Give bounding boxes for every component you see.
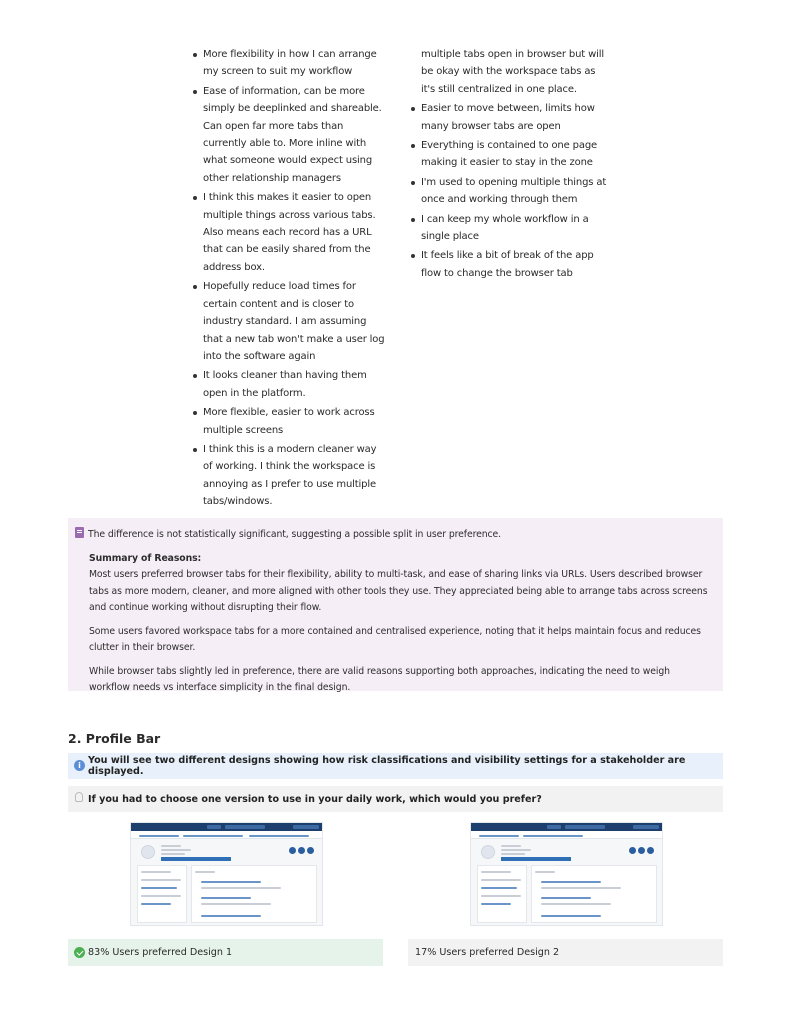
- list-item-line: open in the platform.: [203, 387, 306, 399]
- design-2-result: [408, 939, 723, 966]
- design-1-result-text: 83% Users preferred Design 1: [88, 947, 233, 958]
- question-text: If you had to choose one version to use in your daily work, which would you prefer?: [88, 793, 542, 805]
- list-item-line: it's still centralized in one place.: [421, 83, 577, 95]
- design-1-result: [68, 939, 383, 966]
- list-item-line: be okay with the workspace tabs as: [421, 66, 596, 78]
- list-item-line: that a new tab won't make a user log: [203, 333, 385, 345]
- list-item-line: flow to change the browser tab: [421, 267, 573, 279]
- list-item: [408, 247, 608, 282]
- right-reasons-column: [408, 46, 608, 284]
- summary-paragraph: Some users favored workspace tabs for a more contained and centralised experience, noting that it helps maintain focus and reduces clutter in their browser.: [89, 625, 701, 653]
- summary-paragraph: While browser tabs slightly led in preference, there are valid reasons supporting both approaches, indicating the need to weigh workflow needs vs interface simplicity in the final design.: [89, 665, 670, 693]
- list-item: [190, 441, 390, 511]
- list-item-line: I'm used to opening multiple things at: [421, 176, 607, 188]
- list-item: [190, 278, 390, 365]
- list-item-line: that can be easily shared from the: [203, 244, 371, 256]
- list-item-continuation: [408, 46, 608, 98]
- list-item-line: Also means each record has a URL: [203, 227, 372, 239]
- list-item-line: simply be deeplinked and shareable.: [203, 103, 382, 115]
- list-item-line: I can keep my whole workflow in a: [421, 213, 589, 225]
- list-item: [190, 189, 390, 276]
- list-item-line: other relationship managers: [203, 172, 341, 184]
- right-reasons-list: [408, 46, 608, 282]
- list-item-line: multiple tabs open in browser but will: [421, 49, 605, 60]
- list-item-line: Ease of information, can be more: [203, 85, 365, 97]
- left-reasons-list: [190, 46, 390, 511]
- design-2-screenshot[interactable]: [470, 822, 663, 926]
- list-item-line: what someone would expect using: [203, 155, 373, 167]
- list-item-line: Can open far more tabs than: [203, 120, 344, 132]
- list-item-line: Easier to move between, limits how: [421, 103, 595, 115]
- list-item-line: Hopefully reduce load times for: [203, 281, 356, 293]
- list-item-line: It feels like a bit of break of the app: [421, 250, 594, 262]
- check-circle-icon: [74, 947, 85, 958]
- list-item: [190, 46, 390, 81]
- question-banner: [68, 786, 723, 812]
- callout-lead: The difference is not statistically significant, suggesting a possible split in user preference.: [88, 529, 501, 540]
- list-item: [408, 137, 608, 172]
- list-item: [408, 100, 608, 135]
- list-item-line: industry standard. I am assuming: [203, 316, 367, 328]
- list-item: [190, 83, 390, 187]
- list-item: [190, 404, 390, 439]
- list-item-line: certain content and is closer to: [203, 298, 355, 310]
- list-item-line: currently able to. More inline with: [203, 138, 367, 150]
- design-1-screenshot[interactable]: [130, 822, 323, 926]
- list-item-line: More flexible, easier to work across: [203, 407, 375, 419]
- summary-callout: [68, 518, 723, 691]
- list-item-line: address box.: [203, 261, 265, 273]
- list-item: [190, 367, 390, 402]
- list-item-line: single place: [421, 231, 479, 243]
- list-item-line: into the software again: [203, 350, 316, 362]
- info-icon: i: [74, 760, 85, 771]
- list-item: [408, 211, 608, 246]
- info-banner-text: You will see two different designs showing how risk classifications and visibility settings for a stakeholder are displayed.: [88, 755, 686, 777]
- summary-paragraph: Most users preferred browser tabs for their flexibility, ability to multi-task, and ease of sharing links via URLs. Users described browser tabs as more modern, cleaner, and more aligned with other tools they use. They appreciated being able to arrange tabs across screens and continue working without disrupting their flow.: [89, 569, 708, 613]
- summary-heading: Summary of Reasons:: [89, 552, 202, 564]
- lightbulb-icon: [75, 792, 83, 802]
- list-item-line: Everything is contained to one page: [421, 140, 598, 152]
- list-item-line: multiple things across various tabs.: [203, 209, 376, 221]
- list-item-line: I think this is a modern cleaner way: [203, 443, 377, 455]
- list-item-line: tabs/windows.: [203, 496, 273, 508]
- list-item: [408, 174, 608, 209]
- left-reasons-column: [190, 46, 390, 513]
- list-item-line: once and working through them: [421, 194, 578, 206]
- list-item-line: my screen to suit my workflow: [203, 66, 353, 78]
- note-icon: [75, 527, 84, 538]
- section-title: 2. Profile Bar: [68, 731, 161, 746]
- list-item-line: multiple screens: [203, 424, 284, 436]
- list-item-line: More flexibility in how I can arrange: [203, 49, 377, 60]
- list-item-line: of working. I think the workspace is: [203, 461, 376, 473]
- list-item-line: I think this makes it easier to open: [203, 192, 372, 204]
- list-item-line: annoying as I prefer to use multiple: [203, 478, 377, 490]
- design-2-result-text: 17% Users preferred Design 2: [415, 947, 560, 958]
- info-banner: [68, 753, 723, 779]
- list-item-line: It looks cleaner than having them: [203, 370, 367, 382]
- list-item-line: many browser tabs are open: [421, 120, 561, 132]
- list-item-line: making it easier to stay in the zone: [421, 157, 593, 169]
